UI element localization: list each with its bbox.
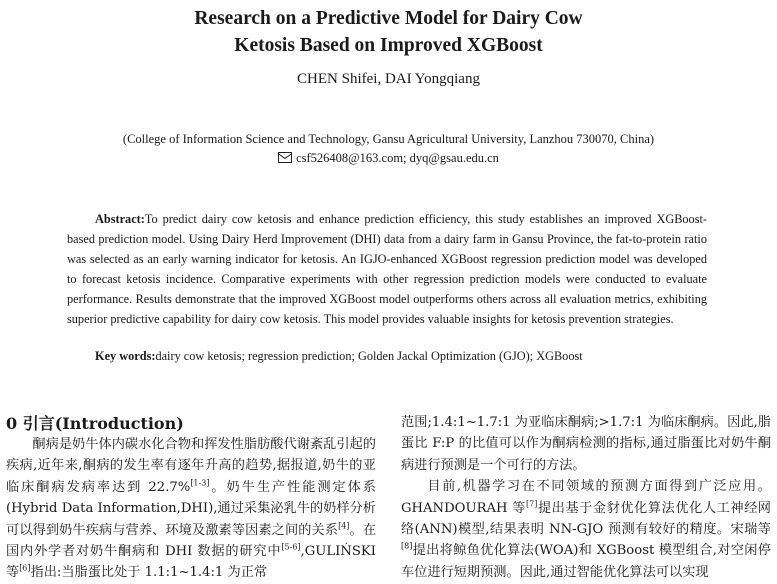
paper-title-line-1: Research on a Predictive Model for Dairy Cow (194, 8, 583, 29)
abstract (67, 209, 707, 330)
envelope-icon (278, 152, 292, 163)
keywords-label: Key words: (95, 349, 156, 363)
email-addresses: csf526408@163.com; dyq@gsau.edu.cn (296, 151, 499, 165)
email-line (0, 151, 777, 166)
right-column (401, 412, 771, 583)
authors: CHEN Shifei, DAI Yongqiang (297, 71, 480, 87)
keywords (95, 349, 735, 364)
affiliation: (College of Information Science and Technology, Gansu Agricultural University, Lanzhou 730070, China) (122, 132, 655, 146)
left-column (6, 412, 376, 584)
right-paragraph-2: 目前,机器学习在不同领域的预测方面得到广泛应用。GHANDOURAH 等[7]提出基于金豺优化算法优化人工神经网络(ANN)模型,结果表明 NN-GJO 预测有较好的精度。宋瑞等[8]提出将鲸鱼优化算法(WOA)和 XGBoost 模型组合,对空闲停车位进行短期预测。因此,通过智能优化算法可以实现 (401, 479, 771, 580)
intro-paragraph: 酮病是奶牛体内碳水化合物和挥发性脂肪酸代谢紊乱引起的疾病,近年来,酮病的发生率有逐年升高的趋势,据报道,奶牛的亚临床酮病发病率达到 22.7%[1-3]。奶牛生产性能测定体系(Hybrid Data Information,DHI),通过采集泌乳牛的奶样分析可以得到奶牛疾病与营养、环境及激素等因素之间的关系[4]。在国内外学者对奶牛酮病和 DHI 数据的研究中[5-6],GULIŃSKI 等[6]指出:当脂蛋比处于 1.1:1~1.4:1 为正常 (6, 437, 377, 581)
paper-title-line-2: Ketosis Based on Improved XGBoost (234, 35, 543, 56)
right-paragraph-1: 范围;1.4:1~1.7:1 为亚临床酮病;>1.7:1 为临床酮病。因此,脂蛋比 F:P 的比值可以作为酮病检测的指标,通过脂蛋比对奶牛酮病进行预测是一个可行的方法。 (401, 415, 771, 473)
keywords-text: dairy cow ketosis; regression prediction; Golden Jackal Optimization (GJO); XGBoost (155, 349, 583, 363)
section-heading: 0 引言(Introduction) (6, 414, 184, 433)
abstract-label: Abstract: (95, 212, 145, 226)
abstract-text: To predict dairy cow ketosis and enhance prediction efficiency, this study establishes an improved XGBoost-based prediction model. Using Dairy Herd Improvement (DHI) data from a dairy farm in Gansu Province, the fat-to-protein ratio was selected as an early warning indicator for ketosis. An IGJO-enhanced XGBoost regression prediction model was developed to forecast ketosis incidence. Comparative experiments with other regression prediction models were conducted to evaluate performance. Results demonstrate that the improved XGBoost model outperforms others across all evaluation metrics, exhibiting superior predictive capability for dairy cow ketosis. This model provides valuable insights for ketosis prevention strategies. (67, 212, 707, 327)
